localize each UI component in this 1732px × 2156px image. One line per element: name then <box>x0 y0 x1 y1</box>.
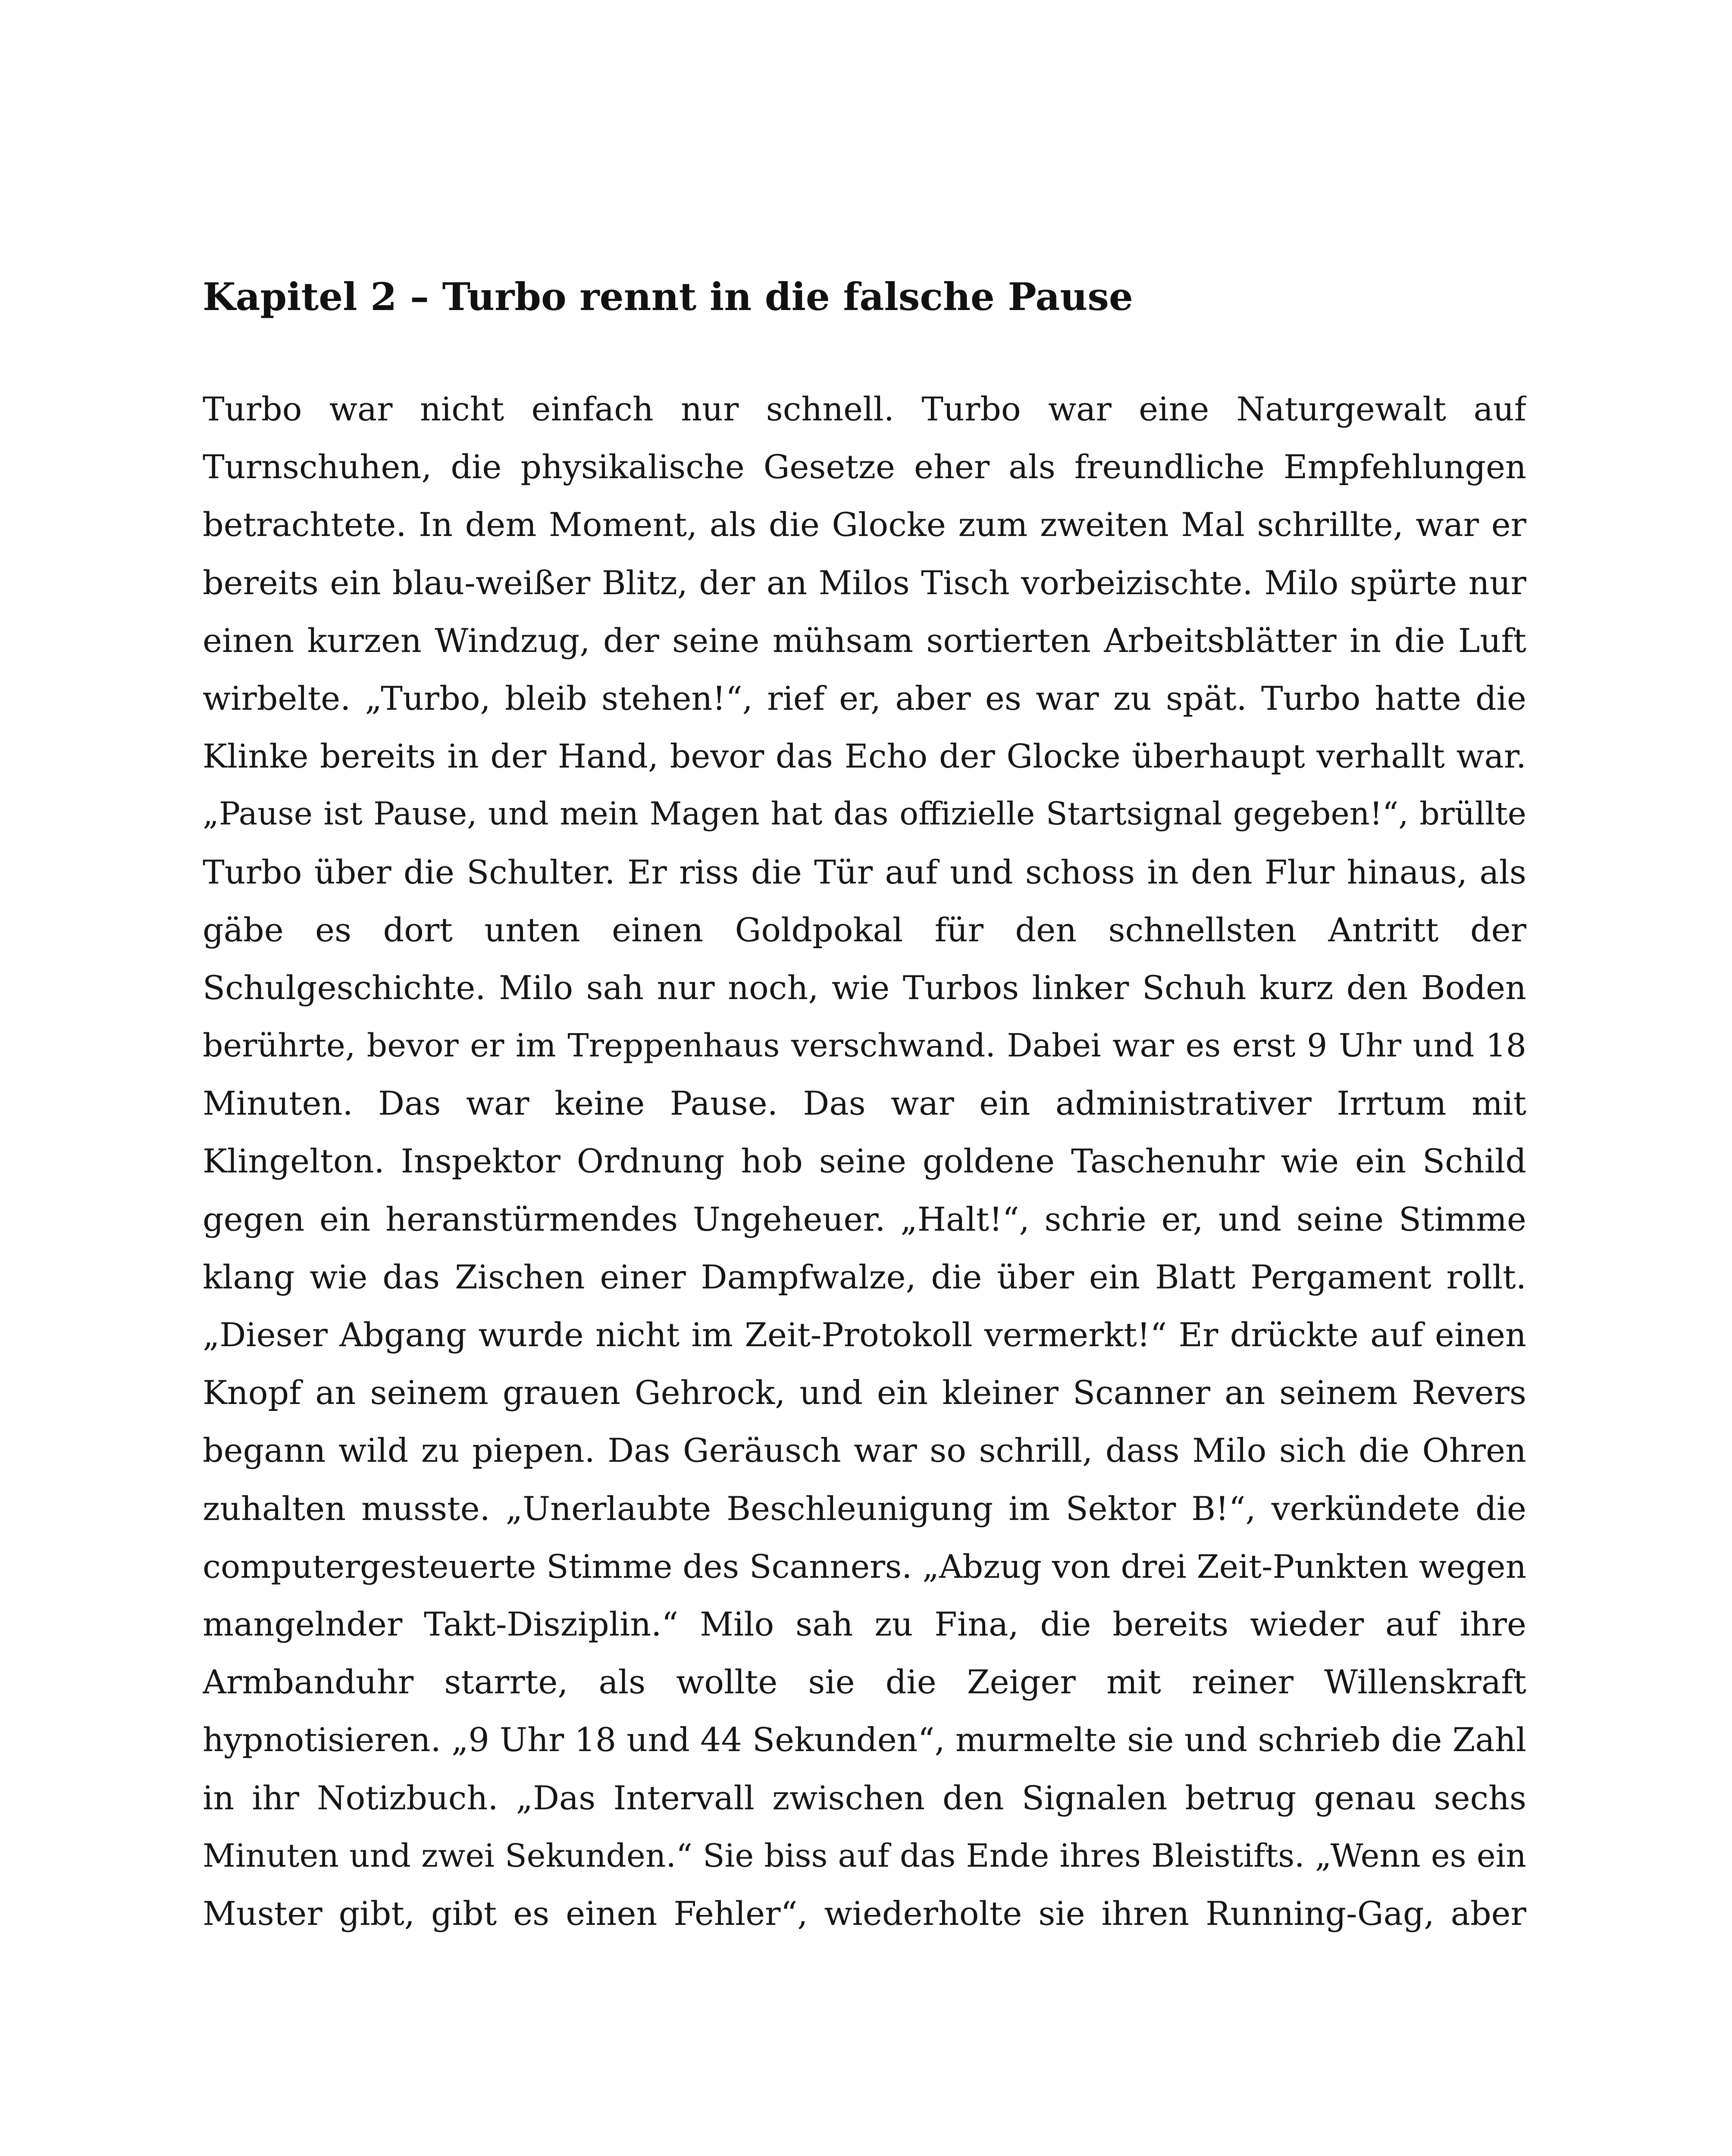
text-line: bereits ein blau-weißer Blitz, der an Milos Tisch vorbeizischte. Milo spürte nur <box>203 563 1526 602</box>
text-line: in ihr Notizbuch. „Das Intervall zwischen den Signalen betrug genau sechs <box>203 1778 1526 1817</box>
text-line: hypnotisieren. „9 Uhr 18 und 44 Sekunden“, murmelte sie und schrieb die Zahl <box>203 1720 1526 1759</box>
text-line: computergesteuerte Stimme des Scanners. „Abzug von drei Zeit-Punkten wegen <box>203 1547 1526 1586</box>
text-line: Muster gibt, gibt es einen Fehler“, wiederholte sie ihren Running-Gag, aber <box>203 1894 1526 1933</box>
text-line: Minuten. Das war keine Pause. Das war ein administrativer Irrtum mit <box>203 1084 1526 1123</box>
text-line: „Dieser Abgang wurde nicht im Zeit-Protokoll vermerkt!“ Er drückte auf einen <box>203 1316 1526 1354</box>
text-line: klang wie das Zischen einer Dampfwalze, die über ein Blatt Pergament rollt. <box>203 1257 1526 1296</box>
body-paragraph <box>203 380 1526 1943</box>
text-line: berührte, bevor er im Treppenhaus verschwand. Dabei war es erst 9 Uhr und 18 <box>203 1027 1526 1065</box>
text-line: begann wild zu piepen. Das Geräusch war so schrill, dass Milo sich die Ohren <box>203 1431 1526 1470</box>
text-line: Turnschuhen, die physikalische Gesetze eher als freundliche Empfehlungen <box>203 448 1526 486</box>
text-line: zuhalten musste. „Unerlaubte Beschleunigung im Sektor B!“, verkündete die <box>203 1489 1526 1528</box>
text-line: Knopf an seinem grauen Gehrock, und ein kleiner Scanner an seinem Revers <box>203 1373 1526 1412</box>
text-line: Turbo über die Schulter. Er riss die Tür auf und schoss in den Flur hinaus, als <box>203 852 1526 891</box>
text-line: Schulgeschichte. Milo sah nur noch, wie Turbos linker Schuh kurz den Boden <box>203 968 1526 1007</box>
text-line: betrachtete. In dem Moment, als die Glocke zum zweiten Mal schrillte, war er <box>203 505 1526 544</box>
text-line: Klinke bereits in der Hand, bevor das Echo der Glocke überhaupt verhallt war. <box>203 737 1526 776</box>
chapter-title: Kapitel 2 – Turbo rennt in die falsche Pause <box>203 274 1133 319</box>
text-line: Turbo war nicht einfach nur schnell. Turbo war eine Naturgewalt auf <box>203 390 1526 428</box>
text-line: Armbanduhr starrte, als wollte sie die Zeiger mit reiner Willenskraft <box>203 1663 1526 1702</box>
text-line: mangelnder Takt-Disziplin.“ Milo sah zu Fina, die bereits wieder auf ihre <box>203 1604 1526 1643</box>
text-line: wirbelte. „Turbo, bleib stehen!“, rief er, aber es war zu spät. Turbo hatte die <box>203 679 1526 718</box>
text-line: „Pause ist Pause, und mein Magen hat das offizielle Startsignal gegeben!“, brüllte <box>203 796 1526 833</box>
text-line: gäbe es dort unten einen Goldpokal für den schnellsten Antritt der <box>203 910 1526 949</box>
text-line: Klingelton. Inspektor Ordnung hob seine goldene Taschenuhr wie ein Schild <box>203 1142 1526 1181</box>
text-line: einen kurzen Windzug, der seine mühsam sortierten Arbeitsblätter in die Luft <box>203 621 1526 660</box>
text-line: Minuten und zwei Sekunden.“ Sie biss auf das Ende ihres Bleistifts. „Wenn es ein <box>203 1837 1526 1874</box>
text-line: gegen ein heranstürmendes Ungeheuer. „Halt!“, schrie er, und seine Stimme <box>203 1200 1526 1238</box>
